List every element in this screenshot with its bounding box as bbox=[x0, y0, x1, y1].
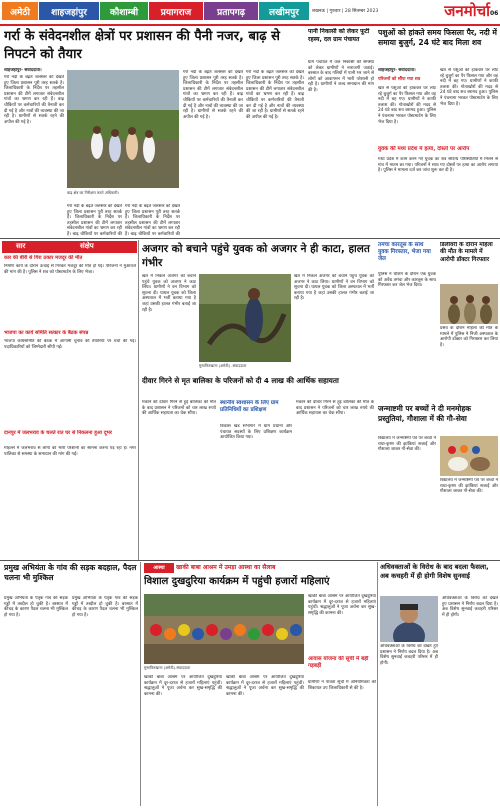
water-headline: पानी निकासी को लेकर फूटी रहस्य, दल ग्राम पंचायत bbox=[308, 28, 370, 43]
flood-body-col3: गर्रा नदी के बढ़ते जलस्तर को देखते हुए जिला प्रशासन पूरी तरह सतर्क है। जिलाधिकारी के निर्देश पर तहसील प्रशासन की टीमें लगातार संवेदनशील गांवों का भ्रमण कर रही हैं। बाढ़ चौकियों पर कर्मचारियों की bbox=[125, 204, 180, 236]
wall-body-col3: मकान की दीवार गिरने से हुई बालिका की मौत के बाद प्रशासन ने परिजनों को चार लाख रुपये की आर्थिक सहायता का चेक सौंपा। bbox=[296, 400, 374, 417]
elderly-body-col2: खेत से पशुओं को हांककर घर लौट रहे बुजुर्ग का पैर फिसल गया और वह नदी में बह गए। ग्रामीणों ने काफी तलाश की। गोताखोरों की मदद से 24 घंटे बाद शव बरामद हुआ। पुलिस ने पंचनामा भरकर पोस्टमार्टम के लिए भेज दिया है। bbox=[440, 68, 498, 107]
village-body-col2: प्रमुख अभियंता के पैतृक गांव की सड़क गड्ढों में तब्दील हो चुकी है। बरसात में कीचड़ के कारण पैदल चलना भी मुश्किल हो गया है। bbox=[72, 596, 138, 618]
suspect-headline: तमंचा कारतूस के साथ युवक गिरफ्तार, भेजा गया जेल bbox=[378, 242, 431, 262]
mahakumbh-photo-caption: मुसाफिरखाना (अमेठी)-संवाददाता bbox=[144, 665, 191, 670]
masthead bbox=[0, 0, 500, 24]
snake-body-col3: खेत में निकले अजगर को बचाने पहुंचे युवक को अजगर ने काट लिया। ग्रामीणों ने वन विभाग को सूचना दी। घायल युवक को जिला अस्पताल में भर्ती कराया गया है जहां उसकी हालत गंभीर बताई जा रही है। bbox=[294, 274, 374, 302]
flood-body-col5: गर्रा नदी के बढ़ते जलस्तर को देखते हुए जिला प्रशासन पूरी तरह सतर्क है। जिलाधिकारी के निर्देश पर तहसील प्रशासन की टीमें लगातार संवेदनशील गांवों का भ्रमण कर रही हैं। बाढ़ चौकियों पर कर्मचारियों की तैनाती कर दी गई है और नावों की व्यवस्था की जा रही है। ग्रामीणों से सतर्क रहने की अपील की गई है। bbox=[246, 70, 304, 120]
village-headline: प्रमुख अभियंता के गांव की सड़क बदहाल, पैदल चलना भी मुश्किल bbox=[4, 563, 137, 582]
cow-headline: जन्माष्टमी पर बच्चों ने दी मनमोहक प्रस्तुतियां, गौशाला में की गौ-सेवा bbox=[378, 404, 471, 423]
sidebar-item-1-body: निर्माण कार्य के दौरान ऊंचाई से गिरकर मजदूर की मौत हो गई। परिजनों ने मुआवजे की मांग की है। पुलिस ने शव को पोस्टमार्टम के लिए भेजा। bbox=[4, 264, 136, 275]
murder-headline: युवक की मध्य प्रदेश में हत्या, दोस्तों पर आरोप bbox=[378, 146, 470, 152]
snake-photo-caption: मुसाफिरखाना (अमेठी) -संवाददाता bbox=[199, 363, 247, 368]
sidebar-header-right: संक्षेप bbox=[80, 242, 94, 250]
officer-headline: अधिवक्ताओं के विरोध के बाद बदला फैसला, अब कचहरी में ही होगी विशेष सुनवाई bbox=[380, 563, 489, 580]
mahakumbh-body: खाकी बाबा आश्रम पर आयोजित दुखदुरिया कार्यक्रम में दूर-दराज से हजारों महिलाएं पहुंचीं। श्रद्धालुओं ने पूजा अर्चना कर सुख-समृद्धि की कामना की। bbox=[144, 675, 222, 697]
death-headline: डिलीवरी के दौरान महिला की मौत के मामले में आरोपी डॉक्टर गिरफ्तार bbox=[440, 242, 493, 263]
city-tab-pratapgarh[interactable]: प्रतापगढ़ bbox=[204, 2, 258, 20]
sidebar-item-3-headline: दानपुर में जलभराव के चलते रात घर से निकलना हुआ दूभर bbox=[4, 430, 112, 436]
suspect-body: पुलिस ने चेकिंग के दौरान एक युवक को अवैध तमंचा और कारतूस के साथ गिरफ्तार कर जेल भेज दिया। bbox=[378, 272, 436, 289]
city-tab-kaushambi[interactable]: कौशाम्बी bbox=[100, 2, 148, 20]
elderly-dateline: शाहजहांपुर- संवाददाता। bbox=[378, 68, 416, 73]
snake-headline: अजगर को बचाने पहुंचे युवक को अजगर ने ही काटा, हालत गंभीर bbox=[142, 243, 370, 269]
dateline: लखनऊ | गुरुवार | 28 सितम्बर 2023 bbox=[312, 9, 379, 14]
city-tab-shahjahanpur[interactable]: शाहजहांपुर bbox=[39, 2, 99, 20]
wall-headline: दीवार गिरने से मृत बालिका के परिजनों को दी 4 लाख की आर्थिक सहायता bbox=[142, 376, 339, 385]
mahakumbh-body-col2: खाकी बाबा आश्रम पर आयोजित दुखदुरिया कार्यक्रम में दूर-दराज से हजारों महिलाएं पहुंचीं। श्रद्धालुओं ने पूजा अर्चना कर सुख-समृद्धि की कामना की। bbox=[226, 675, 304, 697]
lake-body: ग्रामीणों ने पात्रता सूची में अनियमितता की शिकायत उप जिलाधिकारी से की है। bbox=[308, 680, 376, 691]
death-body: प्रसव के दौरान महिला की मौत के मामले में पुलिस ने निजी अस्पताल के आरोपी डॉक्टर को गिरफ्तार कर लिया है। bbox=[440, 326, 498, 348]
mahakumbh-kicker2: खाकी बाबा आश्रम में उमड़ा आस्था का सैलाब bbox=[176, 564, 276, 571]
flood-photo-caption: बाढ़ क्षेत्र का निरीक्षण करते अधिकारी। bbox=[67, 190, 119, 195]
sidebar-item-2-headline: भाजपा का कार्य समिति सत्कार के बैठक संपन्न bbox=[4, 330, 89, 336]
village-body: प्रमुख अभियंता के पैतृक गांव की सड़क गड्ढों में तब्दील हो चुकी है। बरसात में कीचड़ के कारण पैदल चलना भी मुश्किल हो गया है। bbox=[4, 596, 68, 618]
officials-photo bbox=[440, 284, 498, 324]
flood-body: गर्रा नदी के बढ़ते जलस्तर को देखते हुए जिला प्रशासन पूरी तरह सतर्क है। जिलाधिकारी के निर्देश पर तहसील प्रशासन की टीमें लगातार संवेदनशील गांवों का भ्रमण कर रही हैं। बाढ़ चौकियों पर कर्मचारियों की तैनाती कर दी गई है और नावों की व्यवस्था की जा रही है। ग्रामीणों से सतर्क रहने की अपील की गई है। bbox=[4, 75, 64, 125]
cow-photo bbox=[440, 436, 498, 476]
sidebar-header-left: सार bbox=[16, 242, 26, 250]
flood-headline: गर्रा के संवेदनशील क्षेत्रों पर प्रशासन की पैनी नजर, बाढ़ से निपटने को तैयार bbox=[4, 29, 280, 62]
elderly-headline: पशुओं को हांकते समय फिसला पैर, नदी में समाया बुजुर्ग, 24 घंटे बाद मिला शव bbox=[378, 28, 497, 47]
flood-photo bbox=[67, 70, 179, 188]
council-headline: स्थानीय स्वशासन के लिए ग्राम प्रतिनिधियों का प्रशिक्षण bbox=[220, 400, 279, 413]
council-body: विकास खंड सभागार में ग्राम प्रधानों और पंचायत सदस्यों के लिए प्रशिक्षण कार्यक्रम आयोजित किया गया। bbox=[220, 424, 292, 441]
city-tab-amethi[interactable]: अमेठी bbox=[2, 2, 38, 20]
city-tab-lakhimpur[interactable]: लखीमपुर bbox=[259, 2, 309, 20]
row2-rule bbox=[0, 238, 500, 239]
murder-body: मध्य प्रदेश में काम करने गए युवक का शव संदिग्ध परिस्थितियों में मिलने से गांव में मातम छा गया। परिजनों ने साथ गए दोस्तों पर हत्या का आरोप लगाया है। पुलिस ने मामला दर्ज कर जांच शुरू कर दी है। bbox=[378, 157, 498, 174]
officer-photo bbox=[380, 596, 438, 642]
right-bottom-divider bbox=[377, 562, 378, 806]
officer-body-col2: अधिवक्ताओं के विरोध को देखते हुए प्रशासन ने निर्णय बदल दिया है। अब विशेष सुनवाई कचहरी परिसर में ही होगी। bbox=[442, 596, 498, 618]
water-body: ग्राम पंचायत में जल निकासी की समस्या को लेकर ग्रामीणों ने नाराजगी जताई। बरसात के बाद गलियों में पानी भर जाने से लोगों को आवागमन में भारी परेशानी हो रही है। ग्रामीणों ने जल्द समाधान की मांग की है। bbox=[308, 60, 374, 93]
lake-headline: आवास योजना की सूची में बड़ी गड़बड़ी bbox=[308, 656, 369, 669]
mahakumbh-photo bbox=[144, 594, 304, 664]
mahakumbh-body-col3: खाकी बाबा आश्रम पर आयोजित दुखदुरिया कार्यक्रम में दूर-दराज से हजारों महिलाएं पहुंचीं। श्रद्धालुओं ने पूजा अर्चना कर सुख-समृद्धि की कामना की। bbox=[308, 594, 376, 616]
wall-body: मकान की दीवार गिरने से हुई बालिका की मौत के बाद प्रशासन ने परिजनों को चार लाख रुपये की आर्थिक सहायता का चेक सौंपा। bbox=[142, 400, 216, 417]
page-number: 06 bbox=[490, 10, 499, 17]
flood-body-col4: गर्रा नदी के बढ़ते जलस्तर को देखते हुए जिला प्रशासन पूरी तरह सतर्क है। जिलाधिकारी के निर्देश पर तहसील प्रशासन की टीमें लगातार संवेदनशील गांवों का भ्रमण कर रही हैं। बाढ़ चौकियों पर कर्मचारियों की तैनाती कर दी गई है और नावों की व्यवस्था की जा रही है। ग्रामीणों से सतर्क रहने की अपील की गई है। bbox=[183, 70, 243, 120]
snake-body: खेत में निकले अजगर को बचाने पहुंचे युवक को अजगर ने काट लिया। ग्रामीणों ने वन विभाग को सूचना दी। घायल युवक को जिला अस्पताल में भर्ती कराया गया है जहां उसकी हालत गंभीर बताई जा रही है। bbox=[142, 274, 196, 313]
aastha-kicker: आस्था bbox=[144, 563, 174, 573]
paper-name: जनमोर्चा bbox=[444, 2, 490, 20]
cow-body-col2: विद्यालय में जन्माष्टमी पर्व पर बच्चों ने राधा-कृष्ण की झांकियां सजाईं और गौशाला जाकर गौ-सेवा की। bbox=[440, 478, 498, 495]
sidebar-item-3-body: मोहल्ले में जलभराव से लोगों को भारी परेशानी का सामना करना पड़ रहा है। नगर पालिका से समस्या के समाधान की मांग की गई। bbox=[4, 446, 136, 457]
row3-rule bbox=[0, 560, 500, 561]
flood-body-col2: गर्रा नदी के बढ़ते जलस्तर को देखते हुए जिला प्रशासन पूरी तरह सतर्क है। जिलाधिकारी के निर्देश पर तहसील प्रशासन की टीमें लगातार संवेदनशील गांवों का भ्रमण कर रही हैं। बाढ़ चौकियों पर कर्मचारियों की bbox=[67, 204, 122, 236]
city-tab-prayagraj[interactable]: प्रयागराज bbox=[149, 2, 203, 20]
sidebar-divider bbox=[138, 240, 139, 560]
flood-dateline: शाहजहांपुर- संवाददाता। bbox=[4, 68, 42, 73]
sidebar-item-1-headline: कार की बीरी से गिरा ठकार मजदूर की मौत bbox=[4, 255, 83, 261]
cow-body: विद्यालय में जन्माष्टमी पर्व पर बच्चों ने राधा-कृष्ण की झांकियां सजाईं और गौशाला जाकर गौ-सेवा की। bbox=[378, 436, 436, 453]
mahakumbh-headline: विशाल दुखदुरिया कार्यक्रम में पहुंची हजारों महिलाएं bbox=[144, 576, 330, 587]
sidebar-header bbox=[2, 241, 137, 253]
village-divider bbox=[140, 562, 141, 806]
masthead-rule bbox=[0, 24, 500, 26]
sidebar-item-2-body: भाजपा कार्यसमिति की बैठक में आगामी चुनाव की तैयारियों पर चर्चा की गई। पदाधिकारियों को जिम्मेदारी सौंपी गई। bbox=[4, 339, 136, 350]
officer-body: अधिवक्ताओं के विरोध को देखते हुए प्रशासन ने निर्णय बदल दिया है। अब विशेष सुनवाई कचहरी परिसर में ही होगी। bbox=[380, 644, 438, 666]
elderly-body: खेत से पशुओं को हांककर घर लौट रहे बुजुर्ग का पैर फिसल गया और वह नदी में बह गए। ग्रामीणों ने काफी तलाश की। गोताखोरों की मदद से 24 घंटे बाद शव बरामद हुआ। पुलिस ने पंचनामा भरकर पोस्टमार्टम के लिए भेज दिया है। bbox=[378, 86, 436, 125]
snake-photo bbox=[199, 274, 291, 362]
elderly-sub: परिजनों को सौंपा गया शव bbox=[378, 77, 421, 82]
